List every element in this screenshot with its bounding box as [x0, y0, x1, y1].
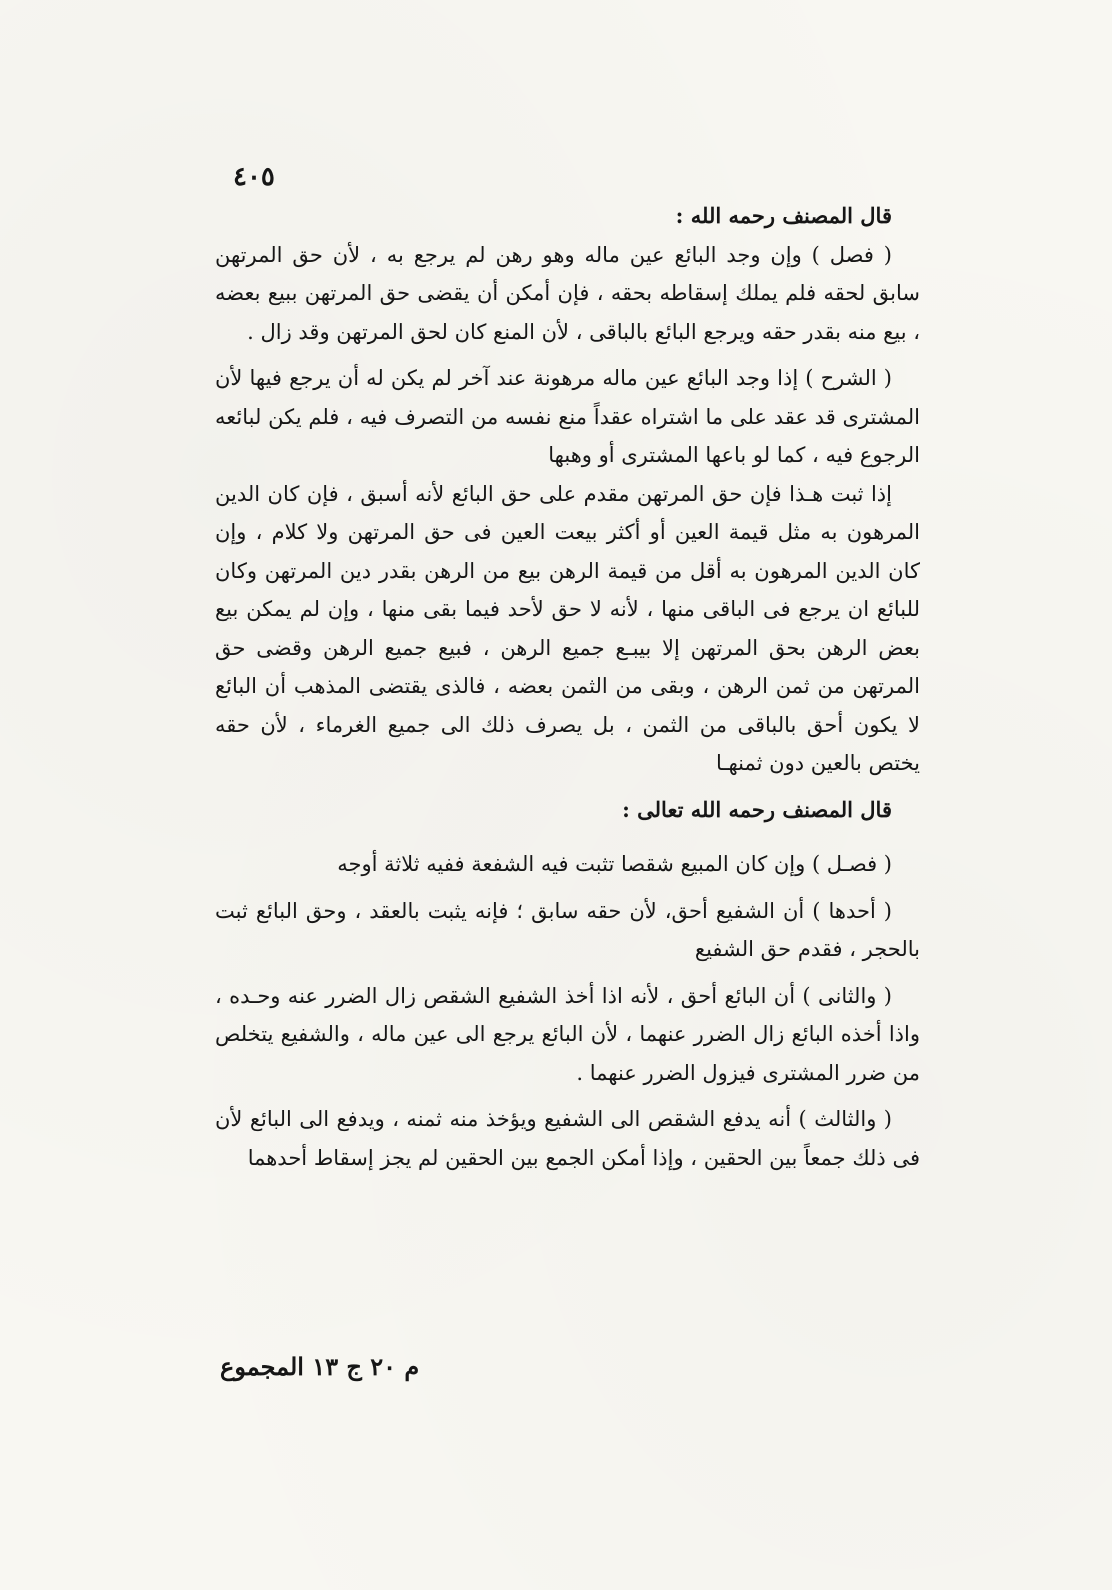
page-footer: م ٢٠ ج ١٣ المجموع — [220, 1352, 420, 1381]
author-heading-1: قال المصنف رحمه الله : — [675, 203, 892, 228]
author-heading-2: قال المصنف رحمه الله تعالى : — [622, 796, 892, 822]
paragraph-fasl-shufa: ( فصـل ) وإن كان المبيع شقصا تثبت فيه الشفعة ففيه ثلاثة أوجه — [337, 852, 892, 876]
page-number: ٤٠٥ — [233, 162, 275, 192]
body-text — [215, 197, 920, 1177]
paragraph-fasl-rahn: ( فصل ) وإن وجد البائع عين ماله وهو رهن لم يرجع به ، لأن حق المرتهن سابق لحقه فلم يملك إسقاطه بحقه ، فإن أمكن أن يقضى حق المرتهن ببيع بعضه ، بيع منه بقدر حقه ويرجع البائع بالباقى ، لأن المنع كان لحق المرتهن وقد زال . — [215, 242, 920, 344]
paragraph-second-view: ( والثانى ) أن البائع أحق ، لأنه اذا أخذ الشفيع الشقص زال الضرر عنه وحـده ، واذا أخذه البائع زال الضرر عنهما ، لأن البائع يرجع الى عين ماله ، والشفيع يتخلص من ضرر المشترى فيزول الضرر عنهما . — [215, 983, 920, 1085]
paragraph-third-view: ( والثالث ) أنه يدفع الشقص الى الشفيع ويؤخذ منه ثمنه ، ويدفع الى البائع لأن فى ذلك جمعاً بين الحقين ، وإذا أمكن الجمع بين الحقين لم يجز إسقاط أحدهما — [215, 1107, 920, 1170]
paragraph-first-view: ( أحدها ) أن الشفيع أحق، لأن حقه سابق ؛ فإنه يثبت بالعقد ، وحق البائع ثبت بالحجر ، فقدم حق الشفيع — [215, 898, 920, 961]
paragraph-sharh: ( الشرح ) إذا وجد البائع عين ماله مرهونة عند آخر لم يكن له أن يرجع فيها لأن المشترى قد عقد على ما اشتراه عقداً منع نفسه من التصرف فيه ، فلم يكن لبائعه الرجوع فيه ، كما لو باعها المشترى أو وهبها — [215, 366, 920, 467]
paragraph-commentary: إذا ثبت هـذا فإن حق المرتهن مقدم على حق البائع لأنه أسبق ، فإن كان الدين المرهون به مثل قيمة العين أو أكثر بيعت العين فى حق المرتهن ولا كلام ، وإن كان الدين المرهون به أقل من قيمة الرهن بيع من الرهن بقدر دين المرتهن وكان للبائع ان يرجع فى الباقى منها ، لأنه لا حق لأحد فيما بقى منها ، وإن لم يمكن بيع بعض الرهن بحق المرتهن إلا بيبـع جميع الرهن ، فبيع جميع الرهن وقضى حق المرتهن من ثمن الرهن ، وبقى من الثمن بعضه ، فالذى يقتضى المذهب أن البائع لا يكون أحق بالباقى من الثمن ، بل يصرف ذلك الى جميع الغرماء ، لأن حقه يختص بالعين دون ثمنهـا — [215, 481, 920, 775]
